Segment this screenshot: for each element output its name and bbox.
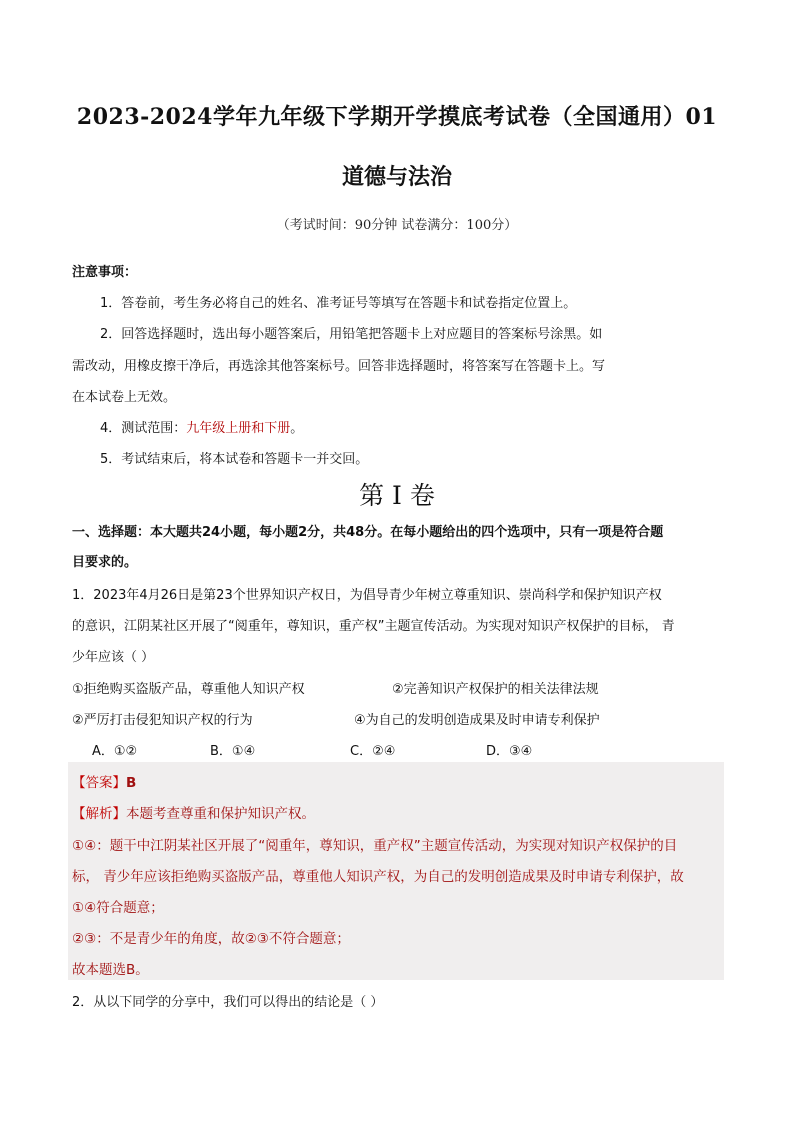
question-2-stem: 2．从以下同学的分享中，我们可以得出的结论是（ ） — [72, 995, 384, 1010]
question-1-statement-3: ②严厉打击侵犯知识产权的行为 — [72, 713, 253, 728]
analysis-detail-line-3: ①④符合题意； — [72, 900, 164, 916]
subject-title: 道德与法治 — [341, 164, 452, 190]
analysis-detail-line-2: 标， 青少年应该拒绝购买盗版产品，尊重他人知识产权，为自己的发明创造成果及时申请专利保护，故 — [72, 869, 684, 885]
question-1-statement-2: ②完善知识产权保护的相关法律法规 — [392, 682, 599, 697]
notice-item-4-prefix: 4．测试范围： — [100, 421, 187, 436]
exam-title: 2023-2024学年九年级下学期开学摸底考试卷（全国通用）01 — [76, 104, 718, 130]
notice-item-4 — [100, 417, 303, 436]
choice-a[interactable]: A．①② — [92, 744, 138, 759]
notice-item-2-line-1: 2．回答选择题时，选出每小题答案后，用铅笔把答题卡上对应题目的答案标号涂黑。如 — [100, 327, 603, 342]
analysis-line — [72, 802, 315, 822]
analysis-detail-line-1: ①④：题干中江阴某社区开展了“阅重年，尊知识，重产权”主题宣传活动，为实现对知识产权保护的目 — [72, 838, 678, 854]
notice-heading: 注意事项： — [72, 265, 138, 280]
choice-b[interactable]: B．①④ — [210, 744, 256, 759]
notice-item-2-line-3: 在本试卷上无效。 — [72, 390, 177, 405]
test-range: 九年级上册和下册 — [186, 421, 291, 436]
question-1-statement-1: ①拒绝购买盗版产品，尊重他人知识产权 — [72, 682, 305, 697]
choice-c[interactable]: C．②④ — [350, 744, 396, 759]
answer-value: B — [126, 775, 137, 791]
analysis-label: 【解析】 — [72, 806, 126, 822]
analysis-text: 本题考查尊重和保护知识产权。 — [126, 806, 315, 822]
notice-item-4-suffix: 。 — [290, 421, 304, 436]
volume-title: 第 I 卷 — [359, 481, 435, 510]
question-1-stem-line-3: 少年应该（ ） — [72, 650, 155, 665]
question-1-stem-line-2: 的意识，江阴某社区开展了“阅重年，尊知识，重产权”主题宣传活动。为实现对知识产权保护的目标， 青 — [72, 619, 675, 634]
answer-line — [72, 771, 136, 791]
answer-label: 【答案】 — [72, 775, 126, 791]
section-1-line-2: 目要求的。 — [72, 555, 138, 570]
exam-info: （考试时间：90分钟 试卷满分：100分） — [276, 218, 518, 233]
notice-item-1: 1．答卷前，考生务必将自己的姓名、准考证号等填写在答题卡和试卷指定位置上。 — [100, 296, 577, 311]
analysis-detail-line-4: ②③：不是青少年的角度，故②③不符合题意； — [72, 931, 350, 947]
choice-d[interactable]: D．③④ — [486, 744, 533, 759]
notice-item-2-line-2: 需改动，用橡皮擦干净后，再选涂其他答案标号。回答非选择题时，将答案写在答题卡上。写 — [72, 359, 606, 374]
section-1-line-1: 一、选择题：本大题共24小题，每小题2分，共48分。在每小题给出的四个选项中，只有一项是符合题 — [72, 525, 664, 540]
notice-item-5: 5．考试结束后，将本试卷和答题卡一并交回。 — [100, 452, 369, 467]
analysis-conclusion: 故本题选B。 — [72, 962, 149, 978]
question-1-statement-4: ④为自己的发明创造成果及时申请专利保护 — [354, 713, 600, 728]
question-1-stem-line-1: 1．2023年4月26日是第23个世界知识产权日，为倡导青少年树立尊重知识、崇尚科学和保护知识产权 — [72, 588, 662, 603]
